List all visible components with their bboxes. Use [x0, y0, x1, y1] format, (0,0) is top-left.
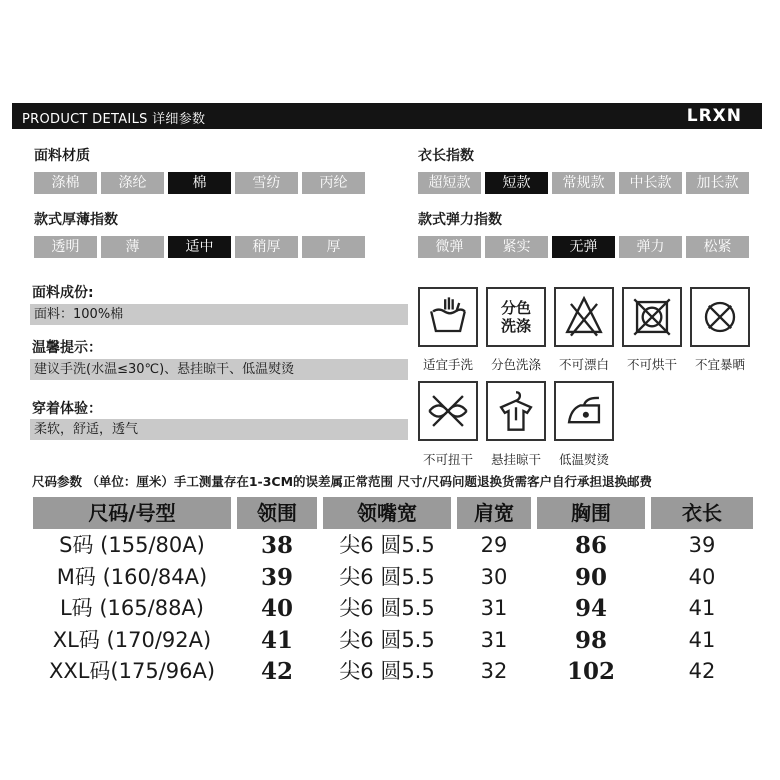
tips-label: 温馨提示：	[32, 340, 102, 356]
hang-dry-label: 悬挂晾干	[490, 452, 541, 467]
thickness-option: 薄	[101, 236, 164, 258]
experience-label: 穿着体验：	[32, 401, 102, 417]
experience-value: 柔软，舒适，透气	[30, 419, 408, 440]
cell-size: M码 (160/84A)	[56, 564, 208, 589]
no-sun-dry-label: 不宜暴晒	[694, 357, 745, 372]
separate-wash-text-line1: 分色	[500, 299, 531, 317]
hand-wash-icon	[418, 287, 478, 347]
elasticity-option: 松紧	[686, 236, 749, 258]
table-row	[33, 656, 753, 688]
cell-length: 39	[688, 533, 716, 557]
size-note: 尺码参数 （单位：厘米）手工测量存在1-3CM的误差属正常范围 尺寸/尺码问题退换货需客户自行承担退换邮费	[32, 474, 652, 489]
hand-wash-label: 适宜手洗	[422, 357, 473, 372]
table-row	[33, 562, 753, 594]
thickness-option: 透明	[34, 236, 97, 258]
size-table	[33, 497, 753, 688]
cell-chest: 102	[566, 658, 615, 685]
cell-chest: 90	[574, 563, 607, 591]
fabric-label: 面料材质	[34, 148, 90, 164]
cell-collar-width: 尖6 圆5.5	[339, 533, 435, 557]
cell-length: 42	[688, 659, 716, 683]
col-header-shoulder: 肩宽	[457, 497, 531, 529]
fabric-option-selected: 棉	[168, 172, 231, 194]
cell-neck: 40	[260, 595, 293, 622]
tips-value: 建议手洗(水温≤30℃)、悬挂晾干、低温熨烫	[30, 359, 408, 380]
cell-shoulder: 31	[480, 627, 508, 652]
cell-length: 41	[688, 596, 716, 620]
elasticity-option: 微弹	[418, 236, 481, 258]
table-row	[33, 625, 753, 657]
cell-shoulder: 29	[480, 533, 508, 557]
cell-chest: 98	[574, 626, 607, 654]
low-iron-icon	[554, 381, 614, 441]
table-header	[33, 497, 753, 530]
fabric-option: 雪纺	[235, 172, 298, 194]
thickness-option: 厚	[302, 236, 365, 258]
col-header-chest: 胸围	[537, 497, 645, 529]
elasticity-label: 款式弹力指数	[418, 212, 502, 228]
col-header-size: 尺码/号型	[33, 497, 231, 529]
elasticity-option: 紧实	[485, 236, 548, 258]
col-header-neck: 领围	[237, 497, 317, 529]
cell-shoulder: 31	[480, 596, 508, 620]
page-title: PRODUCT DETAILS 详细参数	[22, 112, 206, 127]
cell-neck: 42	[260, 658, 293, 685]
cell-size: S码 (155/80A)	[59, 533, 205, 557]
table-row	[33, 593, 753, 625]
thickness-label: 款式厚薄指数	[34, 212, 118, 228]
no-bleach-icon	[554, 287, 614, 347]
cell-shoulder: 30	[480, 564, 508, 589]
thickness-option: 稍厚	[235, 236, 298, 258]
length-option: 超短款	[418, 172, 481, 194]
cell-length: 40	[688, 564, 716, 589]
thickness-option-selected: 适中	[168, 236, 231, 258]
elasticity-options	[418, 236, 749, 258]
no-bleach-label: 不可漂白	[558, 357, 609, 372]
separate-wash-label: 分色洗涤	[490, 357, 541, 372]
fabric-option: 丙纶	[302, 172, 365, 194]
cell-size: XL码 (170/92A)	[52, 627, 212, 652]
separate-wash-icon	[486, 287, 546, 347]
composition-label: 面料成份:	[32, 285, 94, 301]
cell-neck: 39	[260, 563, 293, 591]
hang-dry-icon	[486, 381, 546, 441]
cell-neck: 41	[260, 626, 293, 654]
no-wring-icon	[418, 381, 478, 441]
cell-collar-width: 尖6 圆5.5	[339, 659, 435, 683]
length-options	[418, 172, 749, 194]
elasticity-option: 弹力	[619, 236, 682, 258]
fabric-option: 涤棉	[34, 172, 97, 194]
length-option: 中长款	[619, 172, 682, 194]
thickness-options	[34, 236, 365, 258]
header-bar	[12, 103, 762, 129]
brand-logo: LRXN	[686, 106, 742, 126]
length-label: 衣长指数	[418, 148, 474, 164]
no-tumble-dry-icon	[622, 287, 682, 347]
no-wring-label: 不可扭干	[422, 452, 473, 467]
fabric-options	[34, 172, 365, 194]
cell-size: L码 (165/88A)	[59, 596, 204, 620]
cell-collar-width: 尖6 圆5.5	[339, 564, 435, 589]
no-sun-dry-icon	[690, 287, 750, 347]
table-row	[33, 530, 753, 562]
length-option-selected: 短款	[485, 172, 548, 194]
cell-chest: 86	[574, 532, 607, 559]
low-iron-label: 低温熨烫	[558, 452, 609, 467]
elasticity-option-selected: 无弹	[552, 236, 615, 258]
cell-collar-width: 尖6 圆5.5	[339, 596, 435, 620]
cell-neck: 38	[260, 532, 293, 559]
length-option: 常规款	[552, 172, 615, 194]
no-tumble-dry-label: 不可烘干	[626, 357, 677, 372]
cell-chest: 94	[574, 595, 607, 622]
cell-length: 41	[688, 627, 716, 652]
col-header-collar-width: 领嘴宽	[323, 497, 451, 529]
col-header-length: 衣长	[651, 497, 753, 529]
fabric-option: 涤纶	[101, 172, 164, 194]
cell-shoulder: 32	[480, 659, 508, 683]
length-option: 加长款	[686, 172, 749, 194]
composition-value: 面料：100%棉	[30, 304, 408, 325]
cell-collar-width: 尖6 圆5.5	[339, 627, 435, 652]
separate-wash-text-line2: 洗涤	[500, 317, 531, 335]
cell-size: XXL码(175/96A)	[48, 659, 216, 683]
